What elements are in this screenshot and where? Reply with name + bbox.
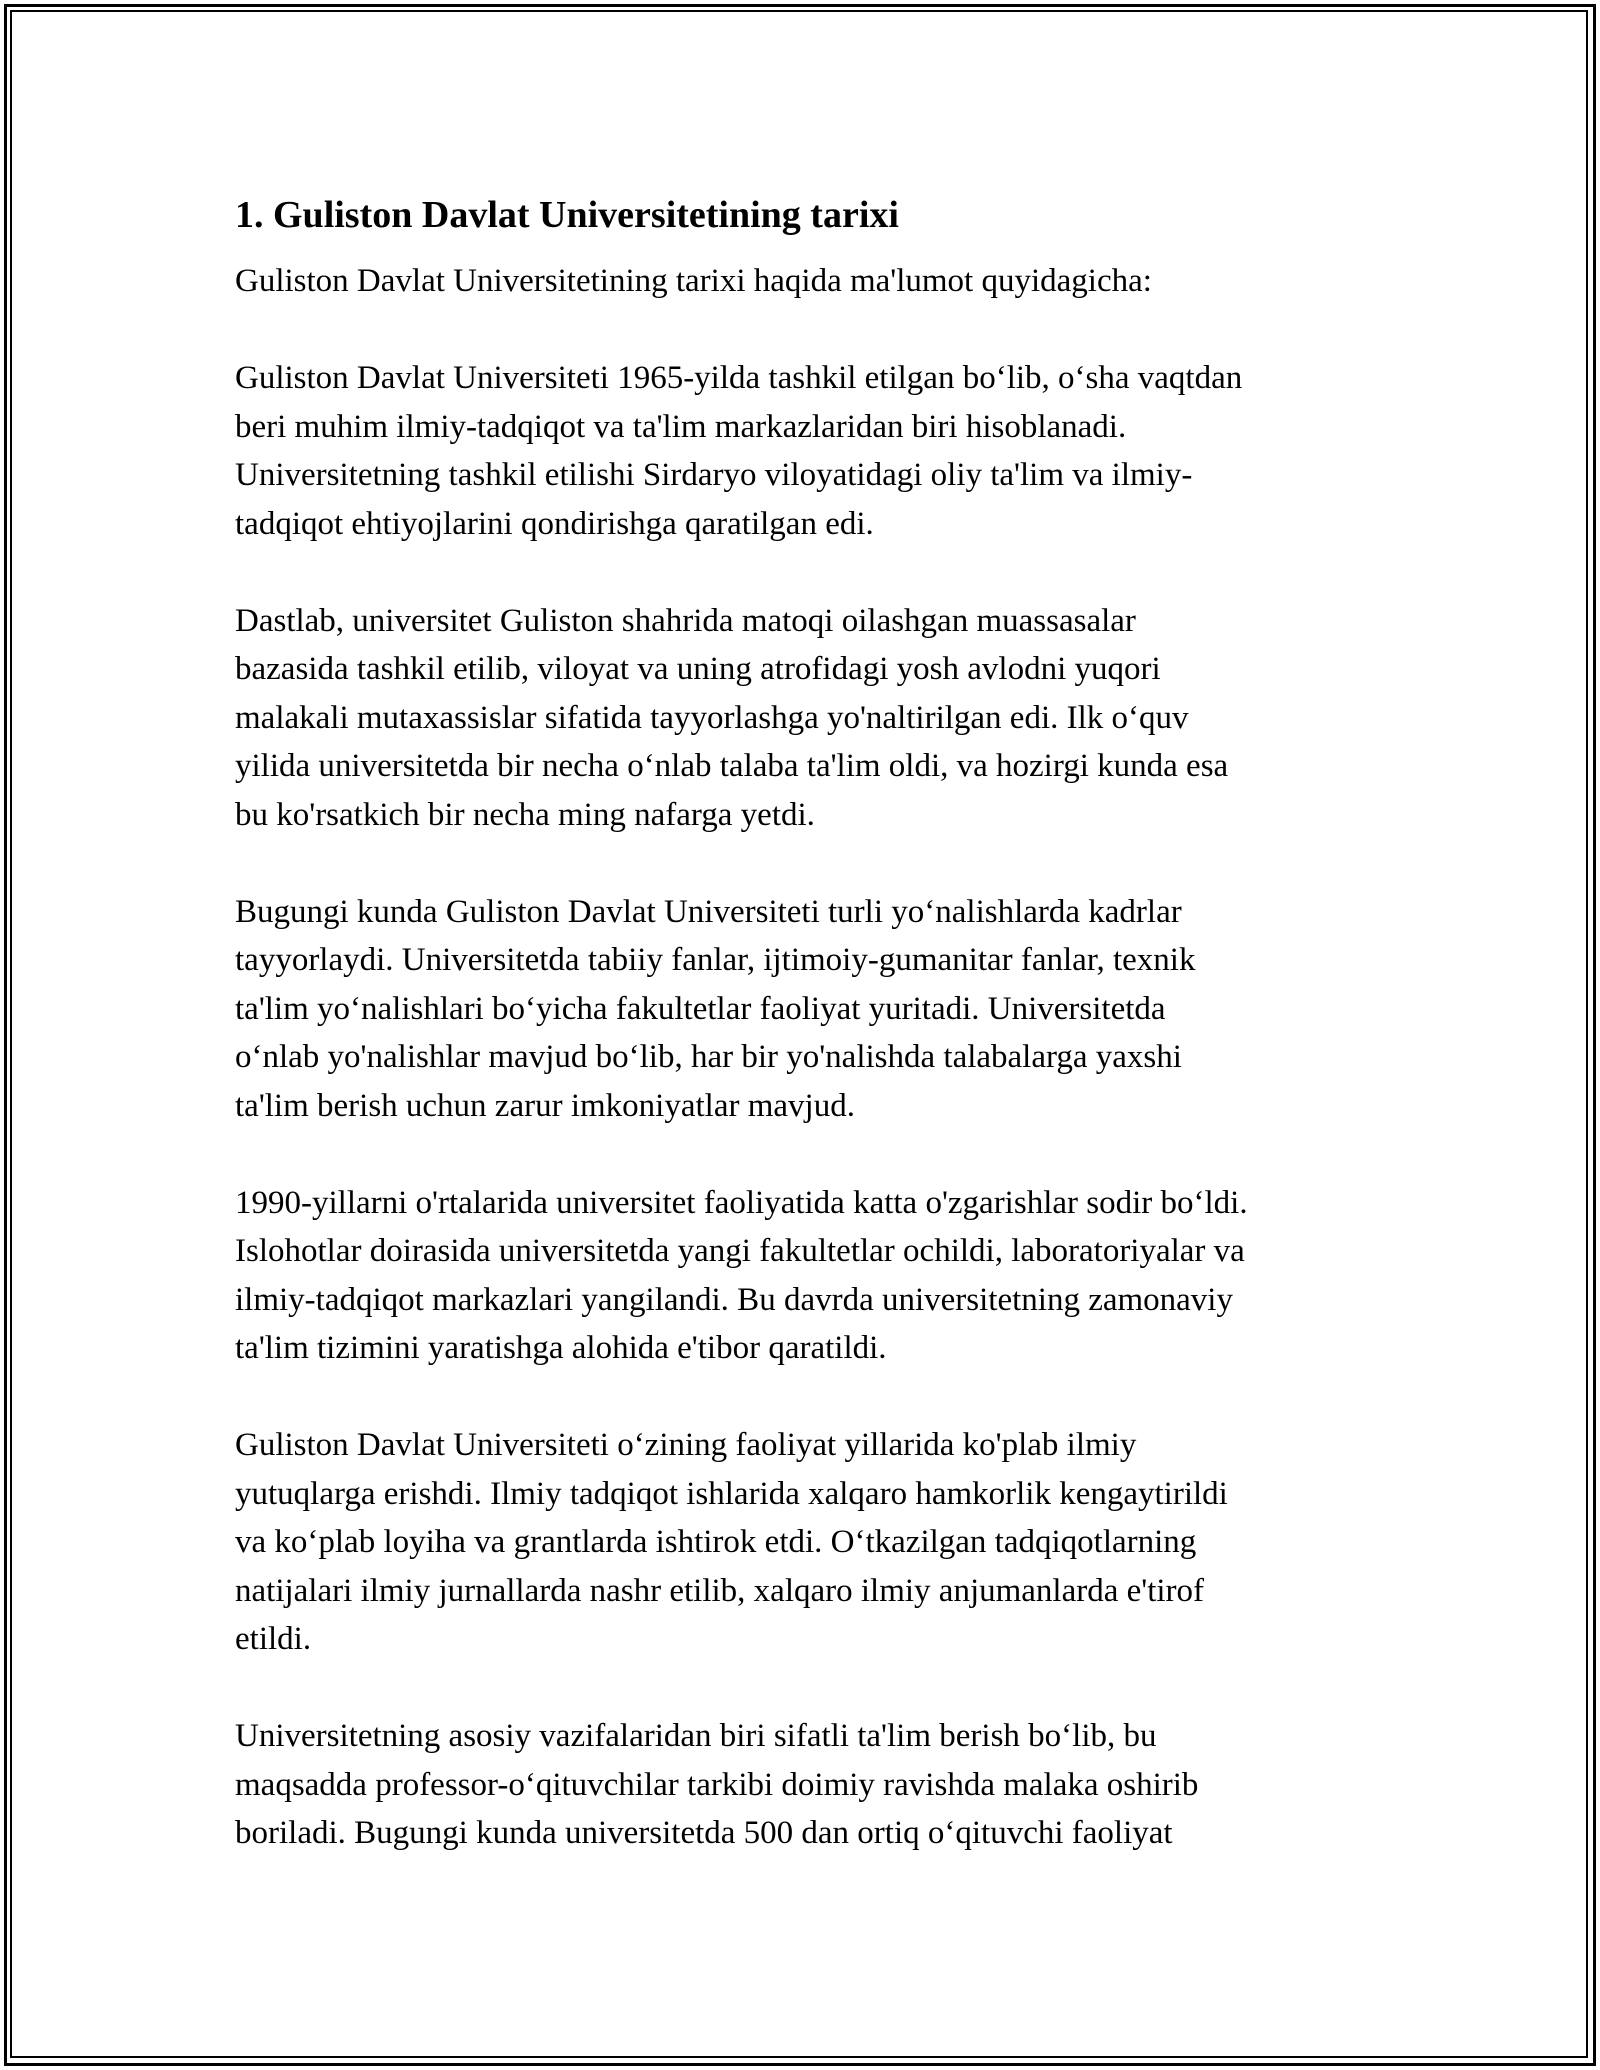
section-heading: 1. Guliston Davlat Universitetining tarixi [235, 194, 899, 236]
paragraph-1990s: 1990-yillarni o'rtalarida universitet faoliyatida katta o'zgarishlar sodir bo‘ldi. Islohotlar doirasida universitetda yangi fakultetlar ochildi, laboratoriyalar va ilmiy-tadqiqot markazlari yangilandi. Bu davrda universitetning zamonaviy ta'lim tizimini yaratishga alohida e'tibor qaratildi. [235, 1184, 1248, 1366]
paragraph-teaching-staff: Universitetning asosiy vazifalaridan biri sifatli ta'lim berish bo‘lib, bu maqsadda professor-o‘qituvchilar tarkibi doimiy ravishda malaka oshirib boriladi. Bugungi kunda universitetda 500 dan ortiq o‘qituvchi faoliyat [235, 1718, 1199, 1851]
intro-paragraph: Guliston Davlat Universitetining tarixi haqida ma'lumot quyidagicha: [235, 263, 1152, 299]
paragraph-founding: Guliston Davlat Universiteti 1965-yilda tashkil etilgan bo‘lib, o‘sha vaqtdan beri muhim ilmiy-tadqiqot va ta'lim markazlaridan biri hisoblanadi. Universitetning tashkil etilishi Sirdaryo viloyatidagi oliy ta'lim va ilmiy- tadqiqot ehtiyojlarini qondirishga qaratilgan edi. [235, 360, 1243, 542]
paragraph-faculties: Bugungi kunda Guliston Davlat Universiteti turli yo‘nalishlarda kadrlar tayyorlaydi. Universitetda tabiiy fanlar, ijtimoiy-gumanitar fanlar, texnik ta'lim yo‘nalishlari bo‘yicha fakultetlar faoliyat yuritadi. Universitetda o‘nlab yo'nalishlar mavjud bo‘lib, har bir yo'nalishda talabalarga yaxshi ta'lim berish uchun zarur imkoniyatlar mavjud. [235, 893, 1196, 1124]
document-body [235, 185, 1375, 1906]
paragraph-early-years: Dastlab, universitet Guliston shahrida matoqi oilashgan muassasalar bazasida tashkil etilib, viloyat va uning atrofidagi yosh avlodni yuqori malakali mutaxassislar sifatida tayyorlashga yo'naltirilgan edi. Ilk o‘quv yilida universitetda bir necha o‘nlab talaba ta'lim oldi, va hozirgi kunda esa bu ko'rsatkich bir necha ming nafarga yetdi. [235, 602, 1229, 833]
paragraph-achievements: Guliston Davlat Universiteti o‘zining faoliyat yillarida ko'plab ilmiy yutuqlarga erishdi. Ilmiy tadqiqot ishlarida xalqaro hamkorlik kengaytirildi va ko‘plab loyiha va grantlarda ishtirok etdi. O‘tkazilgan tadqiqotlarning natijalari ilmiy jurnallarda nashr etilib, xalqaro ilmiy anjumanlarda e'tirof etildi. [235, 1427, 1228, 1657]
